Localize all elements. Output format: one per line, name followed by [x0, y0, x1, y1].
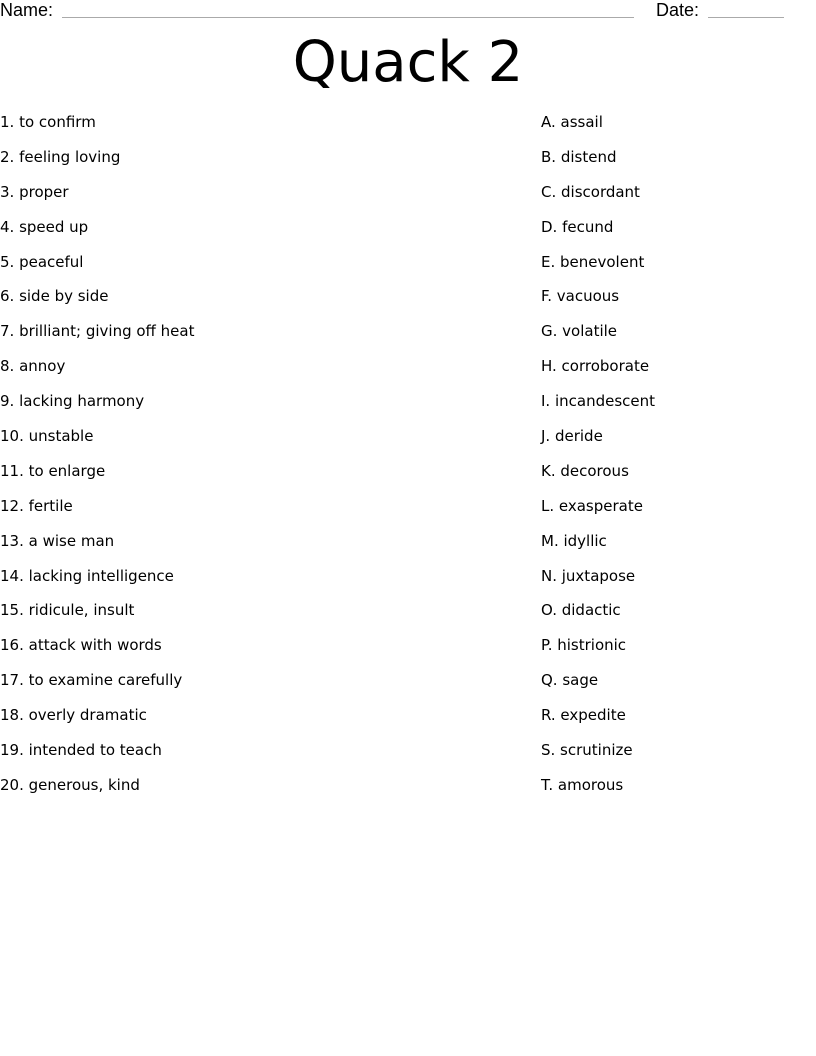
- clue-item: 14. lacking intelligence: [0, 566, 174, 585]
- clue-item: 9. lacking harmony: [0, 392, 145, 411]
- clue-item: 18. overly dramatic: [0, 706, 147, 725]
- clue-item: 16. attack with words: [0, 636, 162, 655]
- clue-item: 11. to enlarge: [0, 461, 106, 480]
- word-item: N. juxtapose: [541, 566, 636, 585]
- clue-item: 4. speed up: [0, 217, 89, 236]
- word-item: G. volatile: [541, 322, 618, 341]
- clue-item: 19. intended to teach: [0, 741, 162, 760]
- word-item: J. deride: [541, 427, 603, 446]
- word-item: D. fecund: [541, 217, 614, 236]
- name-label: Name:: [0, 0, 54, 20]
- clue-item: 7. brilliant; giving off heat: [0, 322, 195, 341]
- date-label: Date:: [656, 0, 700, 20]
- clue-item: 1. to confirm: [0, 113, 96, 131]
- clue-item: 13. a wise man: [0, 531, 115, 550]
- page-title: Quack 2: [292, 30, 524, 95]
- header: [0, 0, 816, 22]
- word-item: E. benevolent: [541, 252, 645, 271]
- clue-item: 2. feeling loving: [0, 147, 121, 166]
- word-item: M. idyllic: [541, 531, 607, 550]
- word-item: I. incandescent: [541, 392, 656, 411]
- word-item: K. decorous: [541, 461, 629, 480]
- clue-item: 12. fertile: [0, 496, 73, 515]
- name-field-line[interactable]: [62, 17, 634, 18]
- clue-item: 10. unstable: [0, 427, 94, 446]
- word-item: L. exasperate: [541, 496, 643, 515]
- clue-item: 6. side by side: [0, 287, 109, 306]
- word-bank: [541, 112, 811, 810]
- word-item: R. expedite: [541, 706, 626, 725]
- clue-item: 5. peaceful: [0, 252, 84, 271]
- word-item: H. corroborate: [541, 357, 650, 376]
- word-item: T. amorous: [541, 775, 624, 794]
- clue-item: 8. annoy: [0, 357, 66, 376]
- word-item: S. scrutinize: [541, 741, 633, 760]
- word-item: C. discordant: [541, 182, 640, 201]
- clue-item: 20. generous, kind: [0, 775, 140, 794]
- word-item: Q. sage: [541, 671, 599, 690]
- clue-item: 17. to examine carefully: [0, 671, 183, 690]
- clue-item: 3. proper: [0, 182, 69, 201]
- date-field-line[interactable]: [708, 17, 784, 18]
- clue-item: 15. ridicule, insult: [0, 601, 135, 620]
- word-item: B. distend: [541, 147, 617, 166]
- word-item: A. assail: [541, 113, 603, 131]
- clue-list: [0, 112, 520, 810]
- word-item: F. vacuous: [541, 287, 620, 306]
- word-item: O. didactic: [541, 601, 621, 620]
- word-item: P. histrionic: [541, 636, 627, 655]
